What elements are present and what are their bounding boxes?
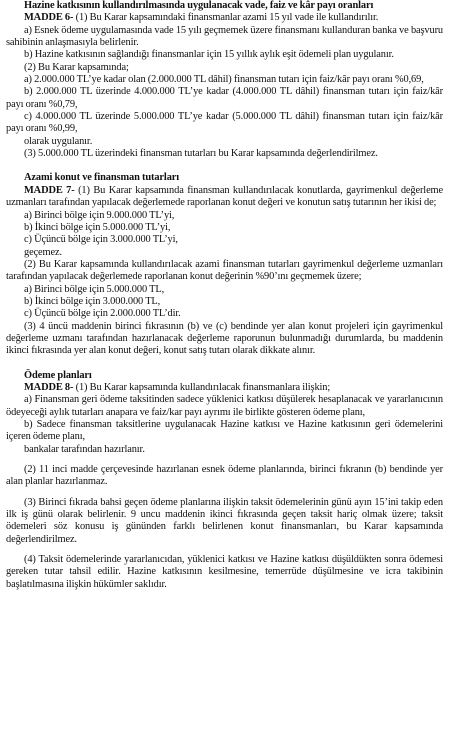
section-spacer — [6, 160, 443, 172]
clause-2b: b) İkinci bölge için 3.000.000 TL, — [24, 295, 161, 307]
section-article-6 — [6, 0, 443, 160]
paragraph-spacer — [6, 546, 443, 554]
section-article-7 — [6, 172, 443, 357]
clause-b: b) Hazine katkısının sağlandığı finansmanlar için 15 yıllık aylık eşit ödemeli plan uygulanır. — [24, 49, 394, 61]
paragraph-3: (3) 4 üncü maddenin birinci fıkrasının (b) ve (c) bendinde yer alan konut projeleri için gayrimenkul değerleme uzmanı tarafından hazırlanacak değerleme raporunun bulunmadığı durumlarda, bu maddenin ikinci fıkrasında yer alan konut değeri, konut satış tutarı olarak dikkate alınır. — [6, 320, 443, 357]
clause-a: a) Birinci bölge için 9.000.000 TL’yi, — [24, 209, 175, 221]
clause-2a: a) Birinci bölge için 5.000.000 TL, — [24, 283, 165, 295]
paragraph-2-end: olarak uygulanır. — [24, 135, 93, 147]
article-text: (1) Bu Karar kapsamındaki finansmanlar azami 15 yıl vade ile kullandırılır. — [73, 12, 379, 24]
article-label: MADDE 8- — [24, 381, 74, 393]
clause-2a: a) 2.000.000 TL’ye kadar olan (2.000.000 TL dâhil) finansman tutarı için faiz/kâr payı oranı %0,69, — [24, 74, 424, 86]
paragraph-2: (2) Bu Karar kapsamında kullandırılacak azami finansman tutarları gayrimenkul değerleme uzmanları tarafından yapılacak değerlemede raporlanan konut değerinin %90’ını geçmemek üzere; — [6, 258, 443, 283]
clause-b: b) İkinci bölge için 5.000.000 TL’yi, — [24, 221, 171, 233]
clause-a: a) Esnek ödeme uygulamasında vade 15 yılı geçmemek üzere finansmanı kullanduran banka ve başvuru sahibinin anlaşmasıyla belirlenir. — [6, 24, 443, 49]
article-text: (1) Bu Karar kapsamında kullandırılacak finansmanlara ilişkin; — [73, 381, 331, 393]
paragraph-2: (2) 11 inci madde çerçevesinde hazırlanan esnek ödeme planlarında, birinci fıkranın (b) bendinde yer alan planlar hazırlanmaz. — [6, 464, 443, 488]
paragraph-3: (3) 5.000.000 TL üzerindeki finansman tutarları bu Karar kapsamında değerlendirilmez. — [24, 148, 378, 160]
article-text: (1) Bu Karar kapsamında finansman kullandırılacak konutlarda, gayrimenkul değerleme uzmanları tarafından yapılacak değerlemede raporlanan konut değeri ve konutun satış tutarının her ikisi de; — [6, 184, 444, 209]
clause-end: geçemez. — [24, 246, 62, 258]
paragraph-spacer — [6, 489, 443, 497]
clause-2b: b) 2.000.000 TL üzerinde 4.000.000 TL’ye kadar (4.000.000 TL dâhil) finansman tutarı için faiz/kâr payı oranı %0,79, — [6, 86, 443, 110]
paragraph-4: (4) Taksit ödemelerinde yararlanıcıdan, yüklenici katkısı ve Hazine katkısı düşüldükten sonra ödemesi gereken tutar tahsil edilir. Hazine katkısının kesilmesine, temerrüde düşülmesine ve icra takibinin başlatılmasına ilişkin hükümler saklıdır. — [6, 554, 443, 590]
article-paragraph — [6, 12, 443, 24]
clause-b: b) Sadece finansman taksitlerine uygulanacak Hazine katkısı ve Hazine katkısının geri ödemelerini içeren ödeme planı, — [6, 419, 443, 443]
article-paragraph — [6, 382, 443, 394]
clause-2c: c) 4.000.000 TL üzerinde 5.000.000 TL’ye kadar (5.000.000 TL dâhil) finansman tutarı için faiz/kâr payı oranı %0,99, — [6, 111, 443, 135]
article-label: MADDE 6- — [24, 12, 74, 24]
article-paragraph — [6, 185, 443, 210]
paragraph-spacer — [6, 456, 443, 464]
article-label: MADDE 7- — [24, 184, 75, 196]
section-spacer — [6, 358, 443, 370]
clause-2c: c) Üçüncü bölge için 2.000.000 TL’dir. — [24, 308, 181, 320]
clause-a: a) Finansman geri ödeme taksitinden sadece yüklenici katkısı düşülerek hesaplanacak ve yararlanıcının ödeyeceği aylık tutarları anapara ve faiz/kar payı ayrımı ile birlikte gösteren ödeme planı, — [6, 394, 443, 418]
section-heading: Hazine katkısının kullandırılmasında uygulanacak vade, faiz ve kâr payı oranları — [24, 0, 374, 11]
section-heading: Ödeme planları — [24, 369, 92, 381]
section-heading: Azami konut ve finansman tutarları — [24, 172, 180, 184]
clause-b-end: bankalar tarafından hazırlanır. — [24, 443, 145, 455]
paragraph-2: (2) Bu Karar kapsamında; — [24, 61, 129, 73]
section-article-8 — [6, 370, 443, 592]
paragraph-3: (3) Birinci fıkrada bahsi geçen ödeme planlarına ilişkin taksit ödemelerinin günü ayın 15’ini takip eden ilk iş günü olarak belirlenir. 9 uncu maddenin ikinci fıkrasında geçen taksit hariç olmak üzere; taksit ödemeleri söz konusu iş gününden farklı belirlenen konut finansmanları, bu Karar kapsamında değerlendirilmez. — [6, 496, 443, 545]
clause-c: c) Üçüncü bölge için 3.000.000 TL’yi, — [24, 234, 178, 246]
